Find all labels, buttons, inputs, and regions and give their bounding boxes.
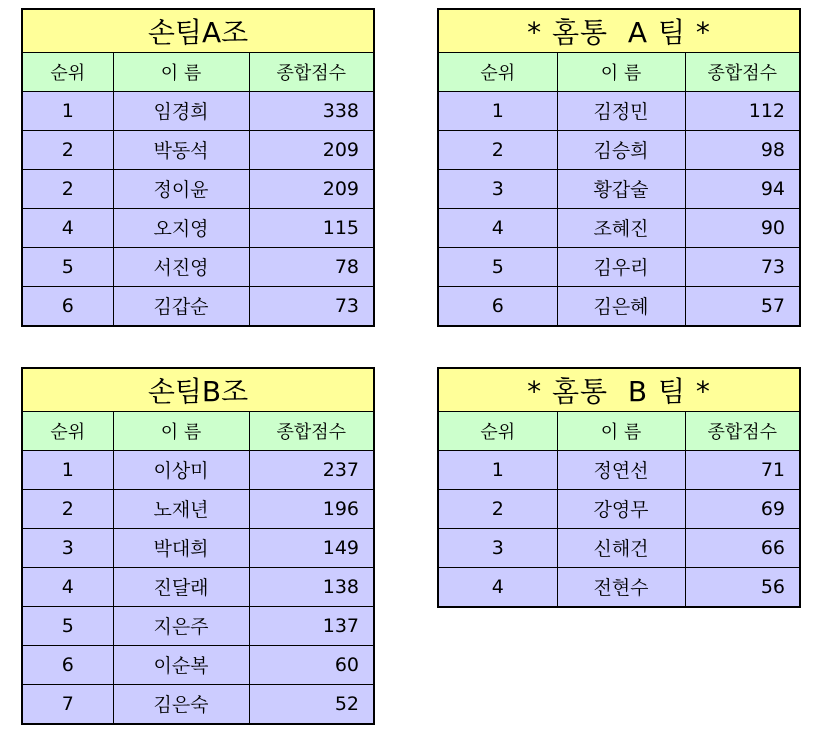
column-header-rank: 순위	[23, 411, 113, 450]
column-header-rank: 순위	[439, 52, 557, 91]
rank-cell: 2	[23, 169, 113, 208]
score-cell: 78	[249, 247, 373, 286]
score-cell: 57	[685, 286, 799, 325]
score-cell: 60	[249, 645, 373, 684]
table-title: * 홈통 A 팀 *	[439, 10, 799, 52]
name-cell: 강영무	[557, 489, 685, 528]
table-row	[439, 567, 799, 606]
score-cell: 115	[249, 208, 373, 247]
rank-cell: 1	[23, 450, 113, 489]
score-cell: 69	[685, 489, 799, 528]
score-cell: 196	[249, 489, 373, 528]
score-cell: 112	[685, 91, 799, 130]
table-row	[23, 606, 373, 645]
rank-cell: 7	[23, 684, 113, 723]
column-header-rank: 순위	[23, 52, 113, 91]
name-cell: 조혜진	[557, 208, 685, 247]
score-cell: 71	[685, 450, 799, 489]
rank-cell: 6	[439, 286, 557, 325]
column-header-score: 종합점수	[685, 52, 799, 91]
score-cell: 52	[249, 684, 373, 723]
name-cell: 황갑술	[557, 169, 685, 208]
table-row	[23, 567, 373, 606]
name-cell: 진달래	[113, 567, 249, 606]
table-row	[439, 208, 799, 247]
table-row	[23, 489, 373, 528]
table-row	[439, 450, 799, 489]
rank-cell: 4	[23, 567, 113, 606]
rank-cell: 6	[23, 286, 113, 325]
score-cell: 90	[685, 208, 799, 247]
column-header-score: 종합점수	[249, 52, 373, 91]
score-cell: 66	[685, 528, 799, 567]
rank-cell: 4	[23, 208, 113, 247]
name-cell: 김갑순	[113, 286, 249, 325]
rank-cell: 3	[439, 528, 557, 567]
table-row	[23, 645, 373, 684]
table-row	[439, 91, 799, 130]
name-cell: 전현수	[557, 567, 685, 606]
name-cell: 정연선	[557, 450, 685, 489]
score-cell: 94	[685, 169, 799, 208]
rank-cell: 4	[439, 208, 557, 247]
name-cell: 김승희	[557, 130, 685, 169]
score-table	[23, 10, 373, 325]
score-table-hometong-a	[437, 8, 801, 327]
name-cell: 신해건	[557, 528, 685, 567]
score-cell: 149	[249, 528, 373, 567]
rank-cell: 2	[439, 130, 557, 169]
column-header-score: 종합점수	[685, 411, 799, 450]
name-cell: 오지영	[113, 208, 249, 247]
score-table	[439, 369, 799, 606]
score-cell: 137	[249, 606, 373, 645]
score-table	[23, 369, 373, 723]
name-cell: 이상미	[113, 450, 249, 489]
column-header-name: 이 름	[113, 52, 249, 91]
score-cell: 138	[249, 567, 373, 606]
table-row	[23, 528, 373, 567]
table-row	[23, 169, 373, 208]
score-table-hometong-b	[437, 367, 801, 608]
score-cell: 73	[685, 247, 799, 286]
table-row	[23, 130, 373, 169]
rank-cell: 1	[439, 450, 557, 489]
column-header-score: 종합점수	[249, 411, 373, 450]
name-cell: 임경희	[113, 91, 249, 130]
table-title: * 홈통 B 팀 *	[439, 369, 799, 411]
rank-cell: 5	[439, 247, 557, 286]
name-cell: 김우리	[557, 247, 685, 286]
table-row	[439, 247, 799, 286]
table-row	[23, 247, 373, 286]
score-cell: 209	[249, 130, 373, 169]
name-cell: 서진영	[113, 247, 249, 286]
rank-cell: 4	[439, 567, 557, 606]
name-cell: 김은숙	[113, 684, 249, 723]
name-cell: 노재년	[113, 489, 249, 528]
score-cell: 98	[685, 130, 799, 169]
rank-cell: 2	[23, 130, 113, 169]
score-table-son-b	[21, 367, 375, 725]
rank-cell: 2	[439, 489, 557, 528]
name-cell: 김정민	[557, 91, 685, 130]
table-row	[23, 286, 373, 325]
table-row	[23, 684, 373, 723]
rank-cell: 1	[439, 91, 557, 130]
rank-cell: 5	[23, 247, 113, 286]
name-cell: 정이윤	[113, 169, 249, 208]
table-row	[23, 450, 373, 489]
table-row	[439, 286, 799, 325]
score-cell: 209	[249, 169, 373, 208]
score-table-son-a	[21, 8, 375, 327]
name-cell: 지은주	[113, 606, 249, 645]
table-row	[439, 489, 799, 528]
name-cell: 김은혜	[557, 286, 685, 325]
rank-cell: 1	[23, 91, 113, 130]
rank-cell: 6	[23, 645, 113, 684]
table-row	[439, 528, 799, 567]
score-cell: 56	[685, 567, 799, 606]
column-header-name: 이 름	[113, 411, 249, 450]
table-row	[23, 91, 373, 130]
score-table	[439, 10, 799, 325]
rank-cell: 3	[439, 169, 557, 208]
name-cell: 이순복	[113, 645, 249, 684]
rank-cell: 2	[23, 489, 113, 528]
score-cell: 237	[249, 450, 373, 489]
rank-cell: 3	[23, 528, 113, 567]
name-cell: 박대희	[113, 528, 249, 567]
table-row	[439, 169, 799, 208]
column-header-rank: 순위	[439, 411, 557, 450]
score-cell: 73	[249, 286, 373, 325]
rank-cell: 5	[23, 606, 113, 645]
table-row	[439, 130, 799, 169]
column-header-name: 이 름	[557, 52, 685, 91]
column-header-name: 이 름	[557, 411, 685, 450]
table-title: 손팀B조	[23, 369, 373, 411]
table-title: 손팀A조	[23, 10, 373, 52]
score-cell: 338	[249, 91, 373, 130]
name-cell: 박동석	[113, 130, 249, 169]
table-row	[23, 208, 373, 247]
